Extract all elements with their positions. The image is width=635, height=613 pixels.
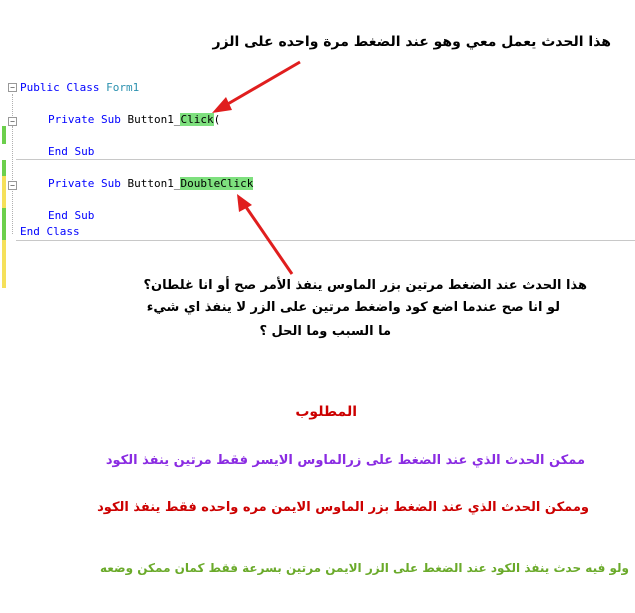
keyword-end-class: End Class bbox=[20, 225, 80, 238]
question-line-1: هذا الحدث عند الضغط مرتين بزر الماوس ينفذ الأمر صح أو انا غلطان؟ bbox=[143, 278, 587, 293]
keyword-end-sub: End Sub bbox=[48, 145, 95, 158]
change-marker-green-3 bbox=[2, 208, 6, 240]
code-line-sub-click[interactable] bbox=[48, 113, 220, 126]
method-name: Button1_ bbox=[127, 177, 181, 190]
fold-guide-class bbox=[12, 94, 13, 234]
request-item-1: ممكن الحدث الذي عند الضغط على زرالماوس الايسر فقط مرتين ينفذ الكود bbox=[105, 453, 585, 468]
code-editor bbox=[0, 76, 635, 288]
change-marker-yellow-2 bbox=[2, 240, 6, 288]
open-paren: ( bbox=[213, 113, 221, 126]
code-line-sub-doubleclick[interactable] bbox=[48, 177, 253, 190]
type-form1: Form1 bbox=[106, 81, 140, 94]
event-click-highlight: Click bbox=[180, 113, 214, 126]
fold-guide-sub1 bbox=[12, 126, 13, 154]
event-doubleclick-highlight: DoubleClick bbox=[180, 177, 254, 190]
change-marker-green-2 bbox=[2, 160, 6, 176]
change-marker-yellow-1 bbox=[2, 176, 6, 208]
keyword-public-class: Public Class bbox=[20, 81, 100, 94]
collapse-class-icon[interactable]: − bbox=[8, 83, 17, 92]
question-line-2: لو انا صح عندما اضع كود واضغط مرتين على الزر لا ينفذ اي شيء bbox=[146, 300, 560, 315]
method-separator-1 bbox=[16, 159, 635, 160]
code-line-end-class[interactable] bbox=[20, 225, 80, 238]
request-item-3: ولو فيه حدث ينفذ الكود عند الضغط على الزر الايمن مرتين بسرعة فقط كمان ممكن وضعه bbox=[99, 561, 629, 575]
request-item-2: وممكن الحدث الذي عند الضغط بزر الماوس الايمن مره واحده فقط ينفذ الكود bbox=[97, 500, 589, 515]
keyword-end-sub: End Sub bbox=[48, 209, 95, 222]
code-line-class[interactable] bbox=[20, 81, 139, 94]
method-separator-2 bbox=[16, 240, 635, 241]
method-name: Button1_ bbox=[127, 113, 181, 126]
change-marker-green-1 bbox=[2, 126, 6, 144]
question-line-3: ما السبب وما الحل ؟ bbox=[259, 324, 391, 339]
annotation-top: هذا الحدث يعمل معي وهو عند الضغط مرة واحده على الزر bbox=[212, 34, 611, 50]
keyword-private-sub: Private Sub bbox=[48, 177, 121, 190]
collapse-sub-doubleclick-icon[interactable]: − bbox=[8, 181, 17, 190]
keyword-private-sub: Private Sub bbox=[48, 113, 121, 126]
request-heading: المطلوب bbox=[295, 404, 357, 420]
code-line-end-sub-1[interactable] bbox=[48, 145, 94, 158]
collapse-sub-click-icon[interactable]: − bbox=[8, 117, 17, 126]
code-line-end-sub-2[interactable] bbox=[48, 209, 94, 222]
